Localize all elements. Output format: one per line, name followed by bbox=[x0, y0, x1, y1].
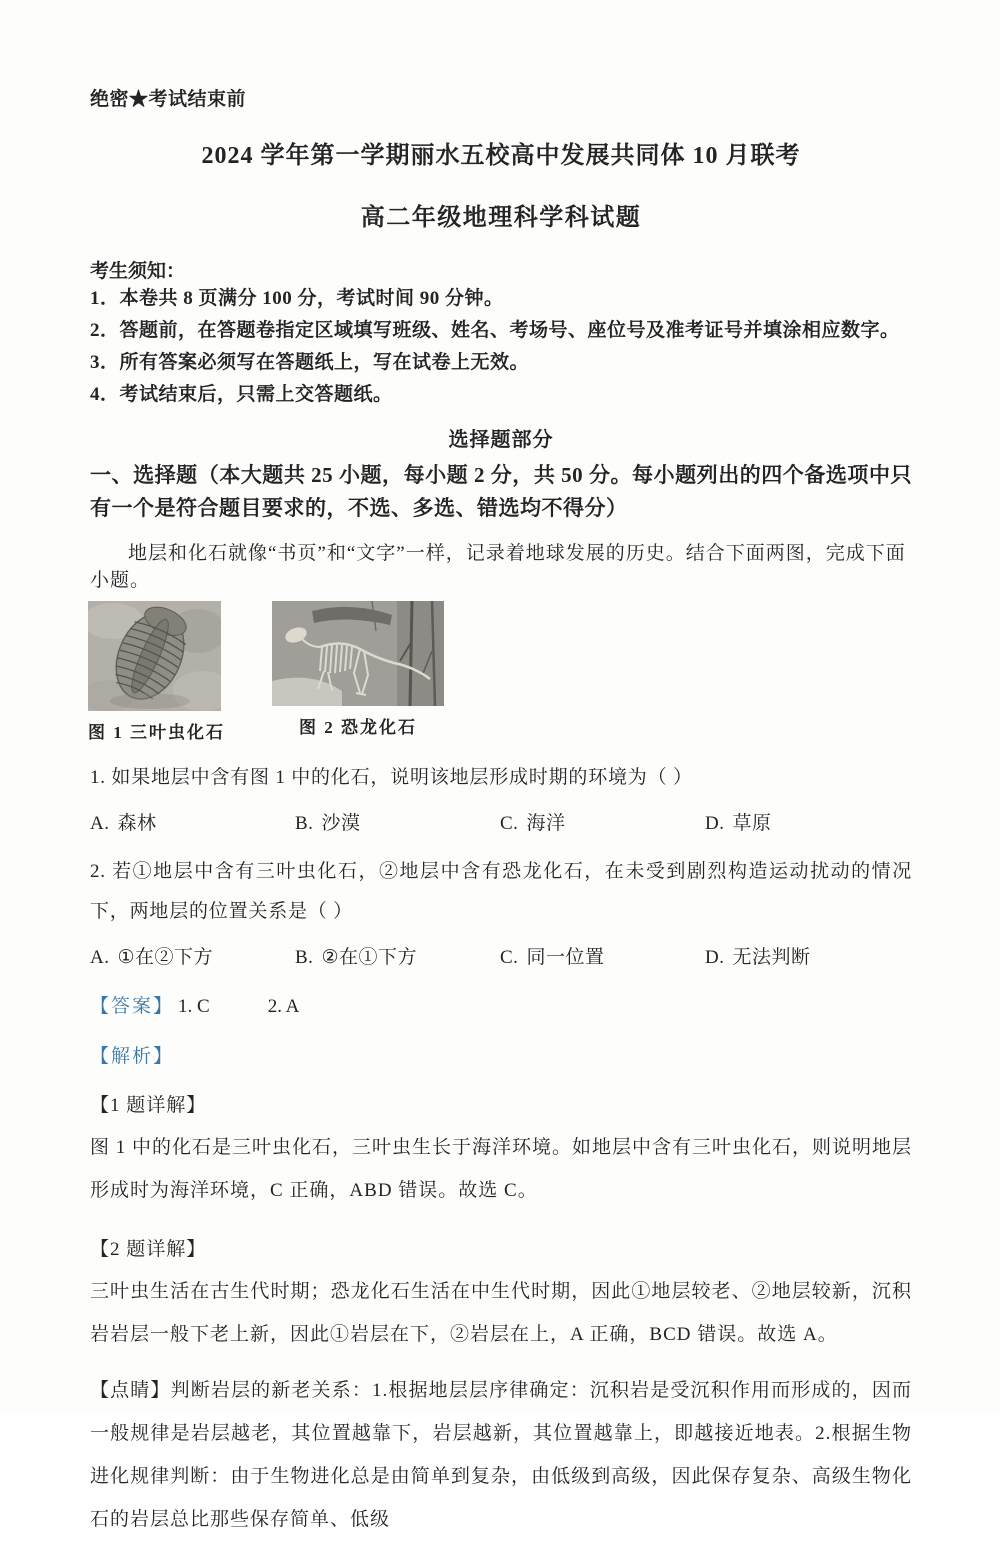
question-1-option-d bbox=[705, 808, 910, 835]
notice-item-1: 1．本卷共 8 页满分 100 分，考试时间 90 分钟。 bbox=[90, 288, 504, 309]
detail-1-text: 图 1 中的化石是三叶虫化石，三叶虫生长于海洋环境。如地层中含有三叶虫化石，则说明地层形成时为海洋环境，C 正确，ABD 错误。故选 C。 bbox=[90, 1137, 913, 1201]
question-2-stem: 2. 若①地层中含有三叶虫化石，②地层中含有恐龙化石，在未受到剧烈构造运动扰动的情况下，两地层的位置关系是（ ） bbox=[90, 861, 912, 922]
option-label: C. bbox=[500, 947, 519, 968]
dinosaur-fossil-image bbox=[272, 601, 444, 706]
option-label: C. bbox=[500, 813, 519, 834]
question-1-option-a bbox=[90, 808, 295, 835]
question-1-option-b bbox=[295, 808, 500, 835]
question-1-option-c bbox=[500, 808, 705, 835]
section-part-title: 选择题部分 bbox=[448, 429, 554, 451]
notice-item-4: 4．考试结束后，只需上交答题纸。 bbox=[90, 384, 393, 405]
analysis-line bbox=[90, 1041, 912, 1068]
answer-value-2: 2. A bbox=[267, 996, 300, 1017]
analysis-label: 【解析】 bbox=[90, 1046, 175, 1067]
section-instructions: 一、选择题（本大题共 25 小题，每小题 2 分，共 50 分。每小题列出的四个备选项中只有一个是符合题目要求的，不选、多选、错选均不得分） bbox=[90, 463, 912, 520]
trilobite-fossil-image bbox=[88, 601, 221, 711]
tip-paragraph bbox=[90, 1369, 912, 1541]
option-text: ①在②下方 bbox=[117, 947, 214, 968]
notice-item-3: 3．所有答案必须写在答题纸上，写在试卷上无效。 bbox=[90, 352, 530, 373]
question-2-option-c bbox=[500, 942, 705, 969]
classification-label: 绝密★考试结束前 bbox=[90, 89, 247, 110]
detail-2-text: 三叶虫生活在古生代时期；恐龙化石生活在中生代时期，因此①地层较老、②地层较新，沉积岩岩层一般下老上新，因此①岩层在下，②岩层在上，A 正确，BCD 错误。故选 A。 bbox=[90, 1281, 912, 1345]
exam-title: 2024 学年第一学期丽水五校高中发展共同体 10 月联考 bbox=[201, 143, 801, 169]
option-label: D. bbox=[705, 813, 725, 834]
question-2-option-b bbox=[295, 942, 500, 969]
option-text: ②在①下方 bbox=[321, 947, 417, 968]
option-label: A. bbox=[90, 947, 110, 968]
question-1-stem: 1. 如果地层中含有图 1 中的化石，说明该地层形成时期的环境为（ ） bbox=[90, 767, 693, 788]
answer-line bbox=[90, 991, 912, 1018]
option-text: 沙漠 bbox=[321, 813, 361, 834]
option-label: A. bbox=[90, 813, 110, 834]
exam-subtitle: 高二年级地理科学科试题 bbox=[360, 205, 642, 231]
question-2-option-d bbox=[705, 942, 910, 969]
figure-2-caption: 图 2 恐龙化石 bbox=[299, 718, 417, 737]
tip-label: 【点睛】 bbox=[90, 1380, 171, 1401]
option-text: 草原 bbox=[732, 813, 772, 834]
option-label: B. bbox=[295, 947, 314, 968]
figure-trilobite bbox=[88, 601, 225, 743]
notice-header: 考生须知： bbox=[90, 261, 186, 282]
figure-dinosaur bbox=[272, 601, 444, 738]
figures-row bbox=[90, 601, 912, 743]
option-text: 无法判断 bbox=[732, 947, 811, 968]
question-2-options bbox=[90, 942, 912, 969]
detail-2-label: 【2 题详解】 bbox=[90, 1239, 207, 1260]
answer-label: 【答案】 bbox=[90, 996, 175, 1017]
question-1-options bbox=[90, 808, 912, 835]
option-text: 同一位置 bbox=[526, 947, 605, 968]
option-label: B. bbox=[295, 813, 314, 834]
detail-1-label: 【1 题详解】 bbox=[90, 1095, 207, 1116]
option-label: D. bbox=[705, 947, 725, 968]
figure-1-caption: 图 1 三叶虫化石 bbox=[88, 723, 225, 742]
notice-item-2: 2．答题前，在答题卷指定区域填写班级、姓名、考场号、座位号及准考证号并填涂相应数字。 bbox=[90, 320, 900, 341]
option-text: 森林 bbox=[117, 813, 157, 834]
tip-text: 判断岩层的新老关系：1.根据地层层序律确定：沉积岩是受沉积作用而形成的，因而一般规律是岩层越老，其位置越靠下，岩层越新，其位置越靠上，即越接近地表。2.根据生物进化规律判断：由于生物进化总是由简单到复杂，由低级到高级，因此保存复杂、高级生物化石的岩层总比那些保存简单、低级 bbox=[90, 1380, 912, 1530]
answer-value-1: 1. C bbox=[178, 996, 210, 1017]
question-2-option-a bbox=[90, 942, 295, 969]
option-text: 海洋 bbox=[526, 813, 566, 834]
question-passage: 地层和化石就像“书页”和“文字”一样，记录着地球发展的历史。结合下面两图，完成下面小题。 bbox=[90, 543, 906, 591]
